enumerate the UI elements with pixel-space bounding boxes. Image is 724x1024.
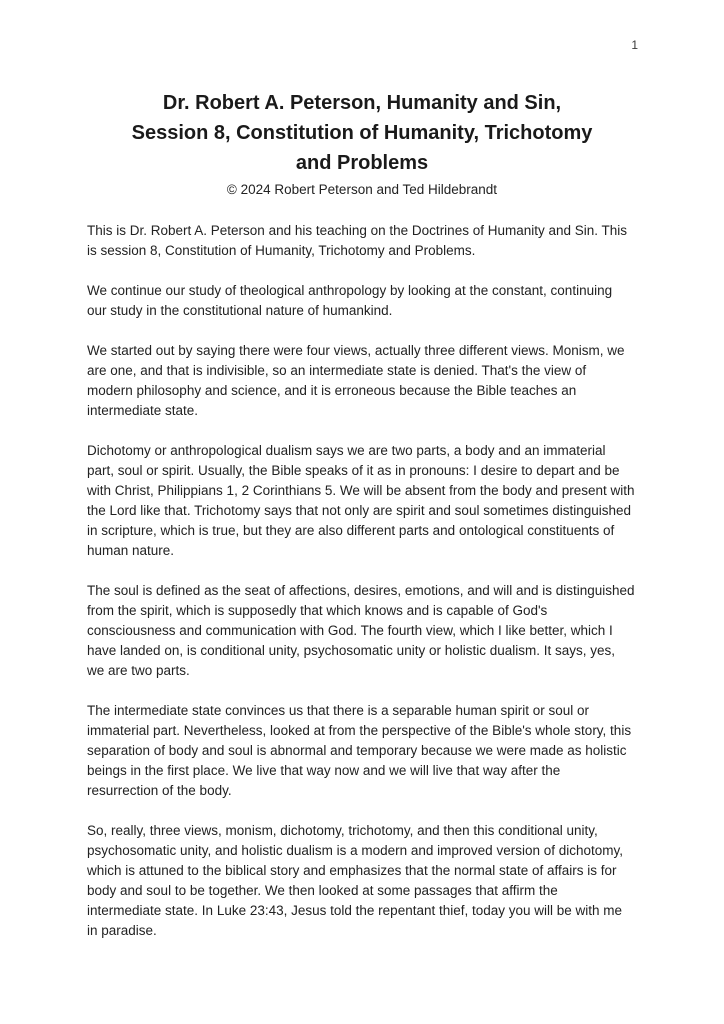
document-body bbox=[0, 221, 724, 941]
document-header bbox=[0, 0, 724, 199]
paragraph-7: So, really, three views, monism, dichotomy, trichotomy, and then this conditional unity, psychosomatic unity, and holistic dualism is a modern and improved version of dichotomy, which is attuned to the biblical story and emphasizes that the normal state of affairs is for body and soul to be together. We then looked at some passages that affirm the intermediate state. In Luke 23:43, Jesus told the repentant thief, today you will be with me in paradise. bbox=[87, 823, 623, 938]
paragraph-2: We continue our study of theological anthropology by looking at the constant, continuing our study in the constitutional nature of humankind. bbox=[87, 283, 613, 318]
title-line-2: Session 8, Constitution of Humanity, Trichotomy bbox=[131, 122, 593, 144]
paragraph-5: The soul is defined as the seat of affections, desires, emotions, and will and is distinguished from the spirit, which is supposedly that which knows and is capable of God's consciousness and communication with God. The fourth view, which I like better, which I have landed on, is conditional unity, psychosomatic unity or holistic dualism. It says, yes, we are two parts. bbox=[87, 583, 635, 678]
paragraph-1: This is Dr. Robert A. Peterson and his teaching on the Doctrines of Humanity and Sin. This is session 8, Constitution of Humanity, Trichotomy and Problems. bbox=[87, 223, 628, 258]
paragraph-3: We started out by saying there were four views, actually three different views. Monism, we are one, and that is indivisible, so an intermediate state is denied. That's the view of modern philosophy and science, and it is erroneous because the Bible teaches an intermediate state. bbox=[87, 343, 625, 418]
paragraph-6: The intermediate state convinces us that there is a separable human spirit or soul or immaterial part. Nevertheless, looked at from the perspective of the Bible's whole story, this separation of body and soul is abnormal and temporary because we were made as holistic beings in the first place. We live that way now and we will live that way after the resurrection of the body. bbox=[87, 703, 632, 798]
title-line-3: and Problems bbox=[295, 152, 429, 174]
title-line-1: Dr. Robert A. Peterson, Humanity and Sin, bbox=[162, 92, 562, 114]
paragraph-4: Dichotomy or anthropological dualism says we are two parts, a body and an immaterial part, soul or spirit. Usually, the Bible speaks of it as in pronouns: I desire to depart and be with Christ, Philippians 1, 2 Corinthians 5. We will be absent from the body and present with the Lord like that. Trichotomy says that not only are spirit and soul sometimes distinguished in scripture, which is true, but they are also different parts and ontological constituents of human nature. bbox=[87, 443, 635, 558]
page-number: 1 bbox=[631, 38, 638, 52]
document-title bbox=[0, 88, 724, 178]
copyright-line: © 2024 Robert Peterson and Ted Hildebrandt bbox=[226, 182, 498, 197]
